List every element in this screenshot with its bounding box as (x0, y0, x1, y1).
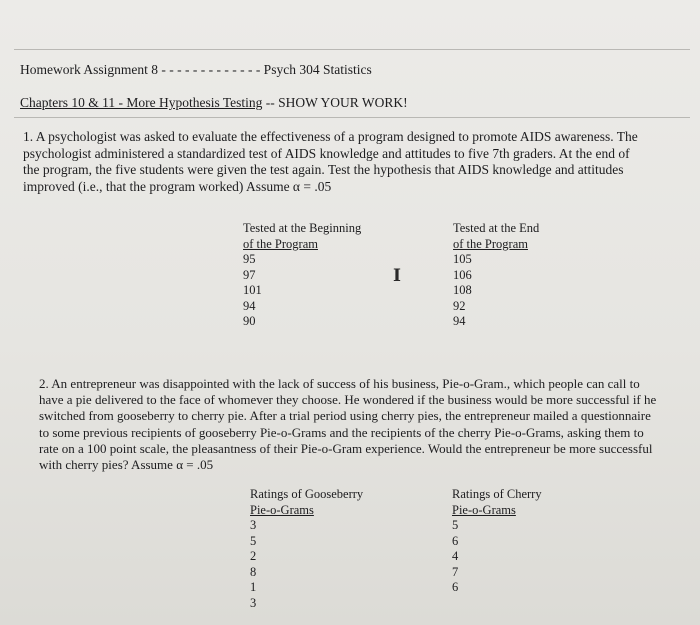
q1-beginning-value: 97 (243, 267, 256, 282)
q1-end-value: 108 (453, 283, 472, 297)
question-1-text: 1. A psychologist was asked to evaluate the effectiveness of a program designed to promote AIDS awareness. The psychologist administered a standardized test of AIDS knowledge and attitudes to five 7th graders. At the end of the program, the five students were given the test again. Test the hypothesis that AIDS knowledge and attitudes improved (i.e., that the program worked) Assume α = .05 (23, 129, 638, 194)
q1-end-header-line2: of the Program (453, 236, 528, 251)
q1-beginning-header-line1: Tested at the Beginning (243, 221, 362, 235)
show-work-note: -- SHOW YOUR WORK! (262, 95, 408, 110)
chapters-title: Chapters 10 & 11 - More Hypothesis Testing (20, 95, 263, 110)
q2-cherry-value: 6 (452, 580, 459, 594)
q2-cherry-value: 5 (452, 518, 459, 532)
section-rule (14, 117, 690, 118)
q1-beginning-value: 101 (243, 283, 262, 297)
q2-gooseberry-value: 5 (250, 533, 257, 548)
q2-cherry-header-line1: Ratings of Cherry (452, 487, 542, 501)
chapters-line (20, 95, 408, 111)
q1-beginning-column (243, 221, 361, 330)
q1-end-column (453, 221, 539, 330)
q2-gooseberry-value: 3 (250, 595, 257, 610)
q1-beginning-value: 94 (243, 298, 256, 313)
question-2-text: 2. An entrepreneur was disappointed with the lack of success of his business, Pie-o-Gram., which people can call to have a pie delivered to the face of whomever they choose. He wondered if the business would be more successful if he switched from gooseberry to cherry pie. After a trial period using cherry pies, the entrepreneur mailed a questionnaire to some previous recipients of gooseberry Pie-o-Grams and the recipients of the cherry Pie-o-Grams, asking them to rate on a 100 point scale, the pleasantness of their Pie-o-Gram experience. Would the entrepreneur be more successful with cherry pies? Assume α = .05 (39, 376, 657, 473)
q2-cherry-value: 6 (452, 533, 459, 548)
top-rule (14, 49, 690, 50)
q2-cherry-header-line2: Pie-o-Grams (452, 502, 516, 517)
q2-cherry-value: 4 (452, 549, 459, 563)
q2-gooseberry-header-line1: Ratings of Gooseberry (250, 487, 364, 501)
q1-end-value: 105 (453, 252, 472, 266)
course-header: Homework Assignment 8 - - - - - - - - - - - - - Psych 304 Statistics (20, 62, 372, 77)
q1-end-header-line1: Tested at the End (453, 221, 540, 235)
q2-gooseberry-column (250, 487, 363, 611)
q1-beginning-value: 95 (243, 252, 256, 266)
q2-gooseberry-value: 2 (250, 549, 257, 563)
q1-end-value: 92 (453, 298, 466, 313)
text-cursor-icon: I (393, 266, 401, 286)
q1-end-value: 94 (453, 314, 466, 328)
q1-beginning-value: 90 (243, 314, 256, 328)
q2-cherry-value: 7 (452, 564, 459, 579)
q2-gooseberry-value: 3 (250, 518, 257, 532)
q2-gooseberry-value: 8 (250, 564, 257, 579)
q2-cherry-column (452, 487, 542, 596)
q1-end-value: 106 (453, 267, 472, 282)
q2-gooseberry-value: 1 (250, 580, 257, 594)
q2-gooseberry-header-line2: Pie-o-Grams (250, 502, 314, 517)
q1-beginning-header-line2: of the Program (243, 236, 318, 251)
